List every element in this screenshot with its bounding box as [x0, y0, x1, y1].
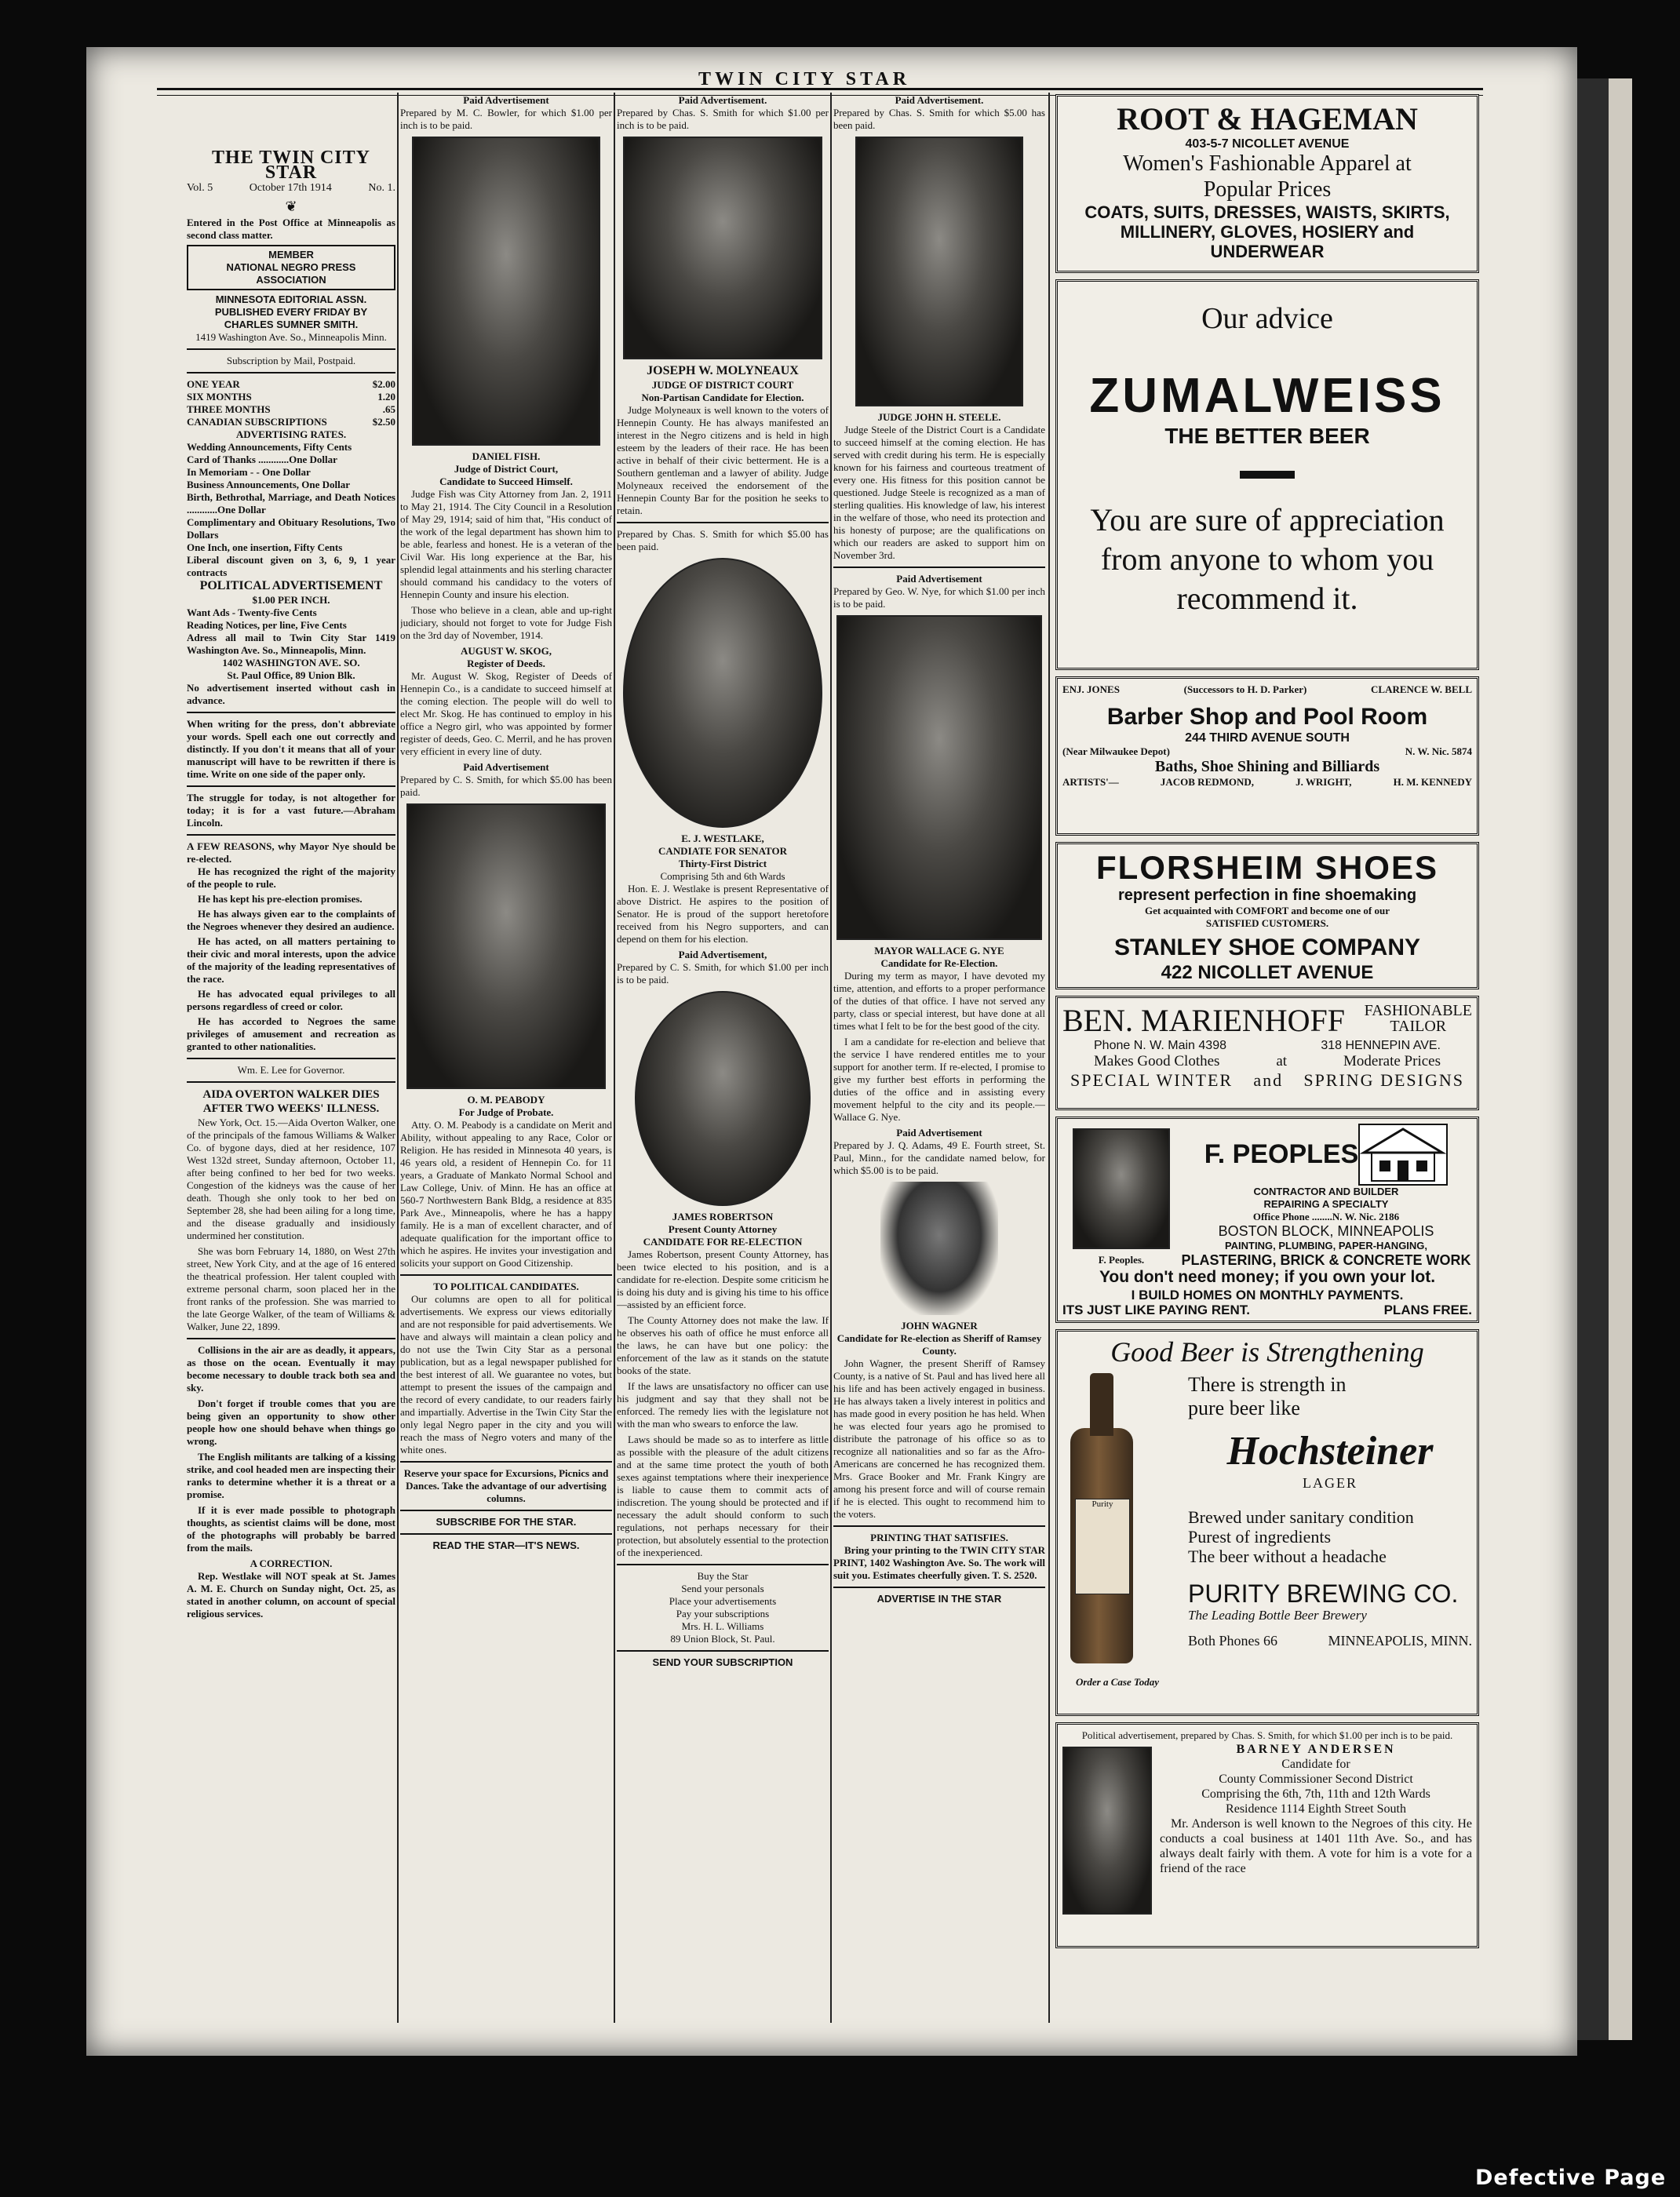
reason-item: He has always given ear to the complaints of the Negroes whenever they desired an audience.	[187, 907, 395, 932]
ad-beer-brand: Hochsteiner	[1226, 1429, 1434, 1474]
reserve-notice: Reserve your space for Excursions, Picnics and Dances. Take the advantage of our advertising columns.	[403, 1467, 609, 1504]
ad-peoples-text: I BUILD HOMES ON MONTHLY PAYMENTS.	[1131, 1287, 1404, 1303]
subscription-label: CANADIAN SUBSCRIPTIONS	[187, 416, 327, 428]
candidate-title: For Judge of Probate.	[458, 1106, 554, 1118]
prepared-by: Prepared by M. C. Bowler, for which $1.00 per inch is to be paid.	[400, 107, 612, 131]
rate-line: In Memoriam - - One Dollar	[187, 466, 311, 478]
issue-number: No. 1.	[368, 182, 395, 194]
ad-beer-order: Order a Case Today	[1075, 1676, 1160, 1689]
ad-barber-near: (Near Milwaukee Depot)	[1062, 745, 1170, 757]
correction-text: Rep. Westlake will NOT speak at St. James A. M. E. Church on Sunday night, Oct. 25, as stated in another column, on account of special religious services.	[187, 1569, 395, 1620]
column-divider	[1048, 93, 1050, 2023]
candidate-title: Candidate for Re-Election.	[880, 957, 998, 969]
ad-florsheim-name: FLORSHEIM SHOES	[1095, 849, 1439, 886]
paid-ad-label: Paid Advertisement	[896, 573, 982, 585]
ad-florsheim-text: SATISFIED CUSTOMERS.	[1205, 917, 1329, 930]
ad-root-tagline: Women's Fashionable Apparel at	[1123, 151, 1412, 177]
ad-beer-tagline: The Leading Bottle Beer Brewery	[1188, 1608, 1367, 1623]
subscription-price: 1.20	[377, 391, 395, 403]
ad-beer-company: PURITY BREWING CO.	[1188, 1579, 1459, 1608]
publisher-name: CHARLES SUMNER SMITH.	[224, 319, 359, 330]
ad-peoples-caption: F. Peoples.	[1098, 1254, 1145, 1266]
send-subscription-banner: SEND YOUR SUBSCRIPTION	[652, 1656, 793, 1668]
subscription-row	[187, 378, 395, 391]
rate-line: One Inch, one insertion, Fifty Cents	[187, 541, 343, 553]
buy-line: Place your advertisements	[669, 1594, 777, 1607]
correction-heading: A CORRECTION.	[250, 1557, 333, 1569]
article-paragraph: Mr. August W. Skog, Register of Deeds of Hennepin Co., is a candidate to succeed himself at the coming election. The people will do well to elect Mr. Skog. He has continued to employ in his office a Negro girl, who was appointed by former register of deeds, Geo. C. Merril, and he has proven very efficient in every line of duty.	[400, 670, 612, 757]
ad-florsheim-tagline: represent perfection in fine shoemaking	[1117, 887, 1417, 905]
ad-zum-body: You are sure of appreciation from anyone to whom you recommend it.	[1090, 502, 1445, 617]
printing-text: Bring your printing to the TWIN CITY STAR PRINT, 1402 Washington Ave. So. The work will suit you. Estimates cheerfully given. T. S. 2520.	[833, 1544, 1045, 1581]
prepared-by: Prepared by Chas. S. Smith for which $1.00 per inch is to be paid.	[617, 107, 829, 131]
ad-marienhoff-text: at	[1276, 1053, 1288, 1070]
column-divider	[830, 93, 832, 2023]
article-paragraph: Judge Steele of the District Court is a Candidate to succeed himself at the coming election. He has served with credit during his term. He is especially known for his fairness and courteous treatment of every one. His fitness for this position cannot be questioned. Judge Steele is recognized as a man of sterling qualities. His knowledge of law, his interest in the welfare of those, who need its protection and his honesty of purpose; are the qualifications on which our readers are asked to support him on November 3rd.	[833, 424, 1045, 561]
article-paragraph: James Robertson, present County Attorney, has been twice elected to his position, and is a candidate for re-election. Despite some criticism he is doing his duty and is giving his time to his office—assisted by an efficient force.	[617, 1248, 829, 1310]
candidate-title: Present County Attorney	[668, 1222, 778, 1235]
subscription-row	[187, 391, 395, 403]
portrait-barney-andersen	[1062, 1747, 1152, 1915]
candidate-name: JAMES ROBERTSON	[672, 1210, 774, 1222]
prepared-by: Prepared by Chas. S. Smith for which $5.00 has been paid.	[617, 527, 829, 552]
buy-line: Mrs. H. L. Williams	[681, 1620, 764, 1632]
buy-line: 89 Union Block, St. Paul.	[670, 1632, 775, 1645]
prepared-by: Prepared by C. S. Smith, for which $5.00 has been paid.	[400, 774, 612, 798]
candidate-name: E. J. WESTLAKE,	[681, 832, 764, 844]
candidate-name: JOSEPH W. MOLYNEAUX	[647, 364, 799, 377]
house-icon	[1358, 1124, 1448, 1186]
ad-barber-owner: ENJ. JONES	[1062, 683, 1120, 695]
column-3	[617, 94, 829, 1669]
buy-line: Send your personals	[681, 1582, 764, 1594]
buy-line: Buy the Star	[697, 1569, 749, 1582]
filler-photograph: If it is ever made possible to photograph thoughts, as scientist claims will be done, most of the photographs will probably be barred from the mails.	[187, 1503, 395, 1554]
ad-barber-artist: JACOB REDMOND,	[1160, 775, 1255, 788]
candidate-title: CANDIATE FOR SENATOR	[658, 844, 787, 857]
candidate-name: JOHN WAGNER	[901, 1320, 978, 1332]
rate-line: Business Announcements, One Dollar	[187, 479, 351, 490]
walker-paragraph: New York, Oct. 15.—Aida Overton Walker, one of the principals of the famous Williams & Walker Co. of bygone days, died at her residence, 107 West 132d street, Sunday afternoon, October 11, after being confined to her bed for two weeks. Congestion of the kidneys was the cause of her death. Though she only took to her bed on September 28, she had been ailing for a long time, and the disease gradually and insidiously undermined her constitution.	[187, 1116, 395, 1241]
ad-f-peoples	[1055, 1117, 1479, 1323]
ad-zum-advice: Our advice	[1201, 302, 1333, 335]
ad-andersen-text: Candidate for	[1281, 1758, 1350, 1771]
rate-line: Complimentary and Obituary Resolutions, Two Dollars	[187, 516, 395, 541]
ad-florsheim	[1055, 842, 1479, 989]
ad-peoples-text: REPAIRING A SPECIALTY	[1263, 1198, 1389, 1210]
candidate-name: DANIEL FISH.	[472, 450, 541, 462]
ad-barber-address: 244 THIRD AVENUE SOUTH	[1185, 731, 1350, 745]
publisher-address: 1419 Washington Ave. So., Minneapolis Minn.	[195, 331, 387, 343]
ad-andersen-name: BARNEY ANDERSEN	[1236, 1743, 1396, 1756]
buy-the-star-list	[617, 1570, 829, 1645]
paid-ad-label: Paid Advertisement.	[895, 94, 984, 106]
ad-marienhoff-text: and	[1253, 1070, 1284, 1091]
ornament-icon: ❦	[285, 198, 297, 214]
candidate-name: MAYOR WALLACE G. NYE	[874, 945, 1004, 956]
ad-root-name: ROOT & HAGEMAN	[1117, 101, 1418, 137]
ad-barber-artists: ARTISTS'—	[1062, 775, 1119, 788]
column-4	[833, 94, 1045, 1605]
subscription-label: THREE MONTHS	[187, 403, 271, 415]
column-1	[187, 94, 395, 1623]
reason-item: He has advocated equal privileges to all persons regardless of creed or color.	[187, 987, 395, 1012]
issue-line	[187, 181, 395, 196]
article-paragraph: Laws should be made so as to interfere as little as possible with the pleasure of the adult citizens and at the same time protect the youth of both sexes against temptations where their inexperience is liable to cause them to commit acts of indiscretion. The young should be protected and if necessary the adult should conform to such regulations, not perhaps necessary for their protection, but absolutely essential to the protection of the inexperienced.	[617, 1433, 829, 1558]
office-address: 1402 WASHINGTON AVE. SO.	[222, 656, 360, 669]
ad-beer-phones: Both Phones 66	[1188, 1632, 1278, 1649]
defective-page-label: Defective Page	[1475, 2166, 1667, 2190]
ad-peoples-text: CONTRACTOR AND BUILDER	[1253, 1186, 1399, 1197]
ad-root-hageman	[1055, 94, 1479, 273]
subscription-list	[187, 378, 395, 428]
ad-marienhoff-fashionable: FASHIONABLE	[1364, 1002, 1472, 1019]
ads-column	[1055, 94, 1479, 1955]
article-paragraph: Those who believe in a clean, able and up-right judiciary, should not forget to vote for Judge Fish on the 3rd day of November, 1914.	[400, 604, 612, 641]
ad-beer-text: There is strength in	[1188, 1373, 1347, 1397]
ad-peoples-text: You don't need money; if you own your lot.	[1099, 1268, 1436, 1287]
ad-peoples-text: PAINTING, PLUMBING, PAPER-HANGING,	[1224, 1239, 1428, 1252]
ad-root-tagline: Popular Prices	[1203, 177, 1332, 202]
entered-notice: Entered in the Post Office at Minneapolis as second class matter.	[187, 217, 395, 241]
issue-date: October 17th 1914	[249, 182, 332, 194]
ad-beer-text: Purest of ingredients	[1188, 1526, 1332, 1547]
reasons-list	[187, 865, 395, 1053]
reason-item: He has kept his pre-election promises.	[198, 892, 363, 905]
ad-zum-rule	[1240, 471, 1295, 479]
ad-peoples-address: BOSTON BLOCK, MINNEAPOLIS	[1218, 1223, 1434, 1239]
walker-paragraph: She was born February 14, 1880, on West 27th street, New York City, and at the age of 16 entered the theatrical profession. Her talent coupled with extreme personal charm, soon placed her in the front ranks of the profession. She was married to the late George Walker, of the team of Williams & Walker, June 22, 1899.	[187, 1244, 395, 1332]
ad-peoples-phone: Office Phone ........N. W. Nic. 2186	[1252, 1211, 1400, 1222]
rates-list	[187, 441, 395, 579]
ad-root-items: MILLINERY, GLOVES, HOSIERY and	[1120, 222, 1415, 242]
candidate-title: Register of Deeds.	[467, 658, 545, 669]
political-ad-rate: $1.00 PER INCH.	[252, 593, 330, 606]
portrait-john-steele	[855, 137, 1023, 406]
npa-label: NATIONAL NEGRO PRESS ASSOCIATION	[226, 261, 356, 286]
rate-line: Card of Thanks ............One Dollar	[187, 454, 337, 465]
ad-barney-andersen	[1055, 1722, 1479, 1948]
filler-militants: The English militants are talking of a kissing strike, and cool headed men are inspecting their ranks to determine whether it is a threat or a promise.	[187, 1450, 395, 1500]
ad-beer-lager: LAGER	[1303, 1474, 1357, 1491]
portrait-om-peabody	[406, 803, 606, 1089]
portrait-wallace-nye	[836, 615, 1042, 940]
column-divider	[614, 93, 615, 2023]
published-label: PUBLISHED EVERY FRIDAY BY	[214, 306, 368, 318]
wards-label: Comprising 5th and 6th Wards	[660, 869, 785, 882]
subscription-row	[187, 416, 395, 428]
ad-florsheim-text: Get acquainted with COMFORT and become one of our	[1144, 905, 1390, 917]
volume: Vol. 5	[187, 182, 213, 194]
ad-beer-text: Brewed under sanitary condition	[1188, 1507, 1414, 1527]
ad-marienhoff-tailor: TAILOR	[1390, 1018, 1447, 1035]
article-paragraph: Atty. O. M. Peabody is a candidate on Merit and Ability, without appealing to any Race, Color or Religion. He has resided in Minnesota 40 years, is 46 years old, a resident of Hennepin Co. for 11 years, a Graduate of Mankato Normal School and Law College, Univ. of Minn. He has an office at 560-7 Northwestern Bank Bldg, a residence at 835 Park Ave., Minneapolis, where he has a happy family. He is a man of excellent character, and of adequate qualification for the important office to which he aspires. He invites your investigation and solicits your support on Good Citizenship.	[400, 1119, 612, 1269]
prepared-by: Prepared by C. S. Smith, for which $1.00 per inch is to be paid.	[617, 960, 829, 986]
ad-andersen-office: County Commissioner Second District	[1219, 1773, 1413, 1786]
portrait-ej-westlake	[623, 558, 822, 828]
paid-ad-label: Paid Advertisement	[463, 761, 549, 773]
lee-for-governor: Wm. E. Lee for Governor.	[237, 1063, 345, 1076]
candidate-name: JUDGE JOHN H. STEELE.	[877, 411, 1001, 423]
paid-ad-label: Paid Advertisement	[896, 1127, 982, 1139]
district-label: Thirty-First District	[678, 857, 767, 869]
ad-peoples-text: PLASTERING, BRICK & CONCRETE WORK	[1181, 1252, 1471, 1268]
ad-beer-headline: Good Beer is Strengthening	[1110, 1336, 1424, 1368]
paid-ad-label: Paid Advertisement,	[678, 948, 767, 960]
advertise-banner: ADVERTISE IN THE STAR	[876, 1593, 1002, 1605]
walker-headline: AIDA OVERTON WALKER DIES AFTER TWO WEEKS' ILLNESS.	[202, 1088, 380, 1115]
rate-line: Birth, Bethrothal, Marriage, and Death Notices ............One Dollar	[187, 491, 395, 516]
reading-notices-rate: Reading Notices, per line, Five Cents	[187, 618, 347, 631]
masthead: TWIN CITY STAR	[698, 69, 911, 89]
portrait-john-wagner	[880, 1182, 998, 1315]
article-paragraph: If the laws are unsatisfactory no officer can use his judgment and say that they shall not be enforced. The remedy lies with the legislature not with the man who swears to enforce the law.	[617, 1379, 829, 1430]
st-paul-office: St. Paul Office, 89 Union Blk.	[227, 669, 355, 681]
ad-marienhoff-text: Makes Good Clothes	[1094, 1053, 1220, 1070]
ad-florsheim-company: STANLEY SHOE COMPANY	[1113, 935, 1421, 961]
article-paragraph: The County Attorney does not make the law. If he observes his oath of office he must enforce all the laws, he can have but one policy: the enforcement of the law as it stands on the statute books of the state.	[617, 1313, 829, 1376]
ad-barber-phone: N. W. Nic. 5874	[1405, 745, 1472, 757]
ad-andersen-body: Mr. Anderson is well known to the Negroes of this city. He conducts a coal business at 1401 11th Ave. So., and has always dealt fairly with them. A vote for him is a vote for a friend of the race	[1160, 1817, 1472, 1875]
mea-label: MINNESOTA EDITORIAL ASSN.	[215, 293, 367, 305]
ad-marienhoff-address: 318 HENNEPIN AVE.	[1321, 1039, 1441, 1052]
ad-beer-text: The beer without a headache	[1188, 1547, 1387, 1567]
reason-item: He has accorded to Negroes the same privileges of amusement and recreation as granted to other nationalities.	[187, 1015, 395, 1052]
ad-marienhoff-phone: Phone N. W. Main 4398	[1094, 1039, 1226, 1052]
candidate-name: O. M. PEABODY	[467, 1094, 545, 1106]
ad-marienhoff-name: BEN. MARIENHOFF	[1062, 1003, 1346, 1038]
cash-notice: No advertisement inserted without cash in advance.	[187, 681, 395, 706]
ad-barber-services: Baths, Shoe Shining and Billiards	[1154, 757, 1380, 775]
ad-andersen-residence: Residence 1114 Eighth Street South	[1226, 1802, 1406, 1816]
portrait-daniel-fish	[412, 137, 600, 446]
address-all-mail: Adress all mail to Twin City Star 1419 Washington Ave. So., Minneapolis, Minn.	[187, 631, 395, 656]
filler-collisions: Collisions in the air are as deadly, it appears, as those on the ocean. Eventually it may become necessary to double track both sea and sky.	[187, 1343, 395, 1394]
ad-zum-brand: ZUMALWEISS	[1089, 368, 1445, 423]
beer-bottle-icon	[1070, 1428, 1133, 1663]
ad-florsheim-address: 422 NICOLLET AVENUE	[1161, 961, 1374, 983]
column-2	[400, 94, 612, 1552]
portrait-joseph-molyneaux	[623, 137, 822, 359]
candidate-title: JUDGE OF DISTRICT COURT	[651, 378, 794, 391]
candidate-subtitle: CANDIDATE FOR RE-ELECTION	[643, 1235, 803, 1248]
ad-peoples-name: F. PEOPLES	[1204, 1139, 1359, 1169]
candidate-title: Judge of District Court,	[454, 463, 559, 475]
subscribe-banner: SUBSCRIBE FOR THE STAR.	[435, 1516, 577, 1528]
ad-marienhoff-text: SPRING DESIGNS	[1303, 1070, 1464, 1091]
article-paragraph: I am a candidate for re-election and believe that the service I have rendered entitles me to your support for another term. If re-elected, I promise to give my further best efforts in performing the duties of the office and in assisting every movement helpful to the city and its people.—Wallace G. Nye.	[833, 1036, 1045, 1123]
ad-andersen-text: Comprising the 6th, 7th, 11th and 12th Wards	[1201, 1787, 1430, 1801]
ad-barber-owner: CLARENCE W. BELL	[1371, 683, 1472, 695]
filler-trouble: Don't forget if trouble comes that you are being given an opportunity to show other people how one should behave when things go wrong.	[187, 1397, 395, 1447]
portrait-james-robertson	[635, 991, 811, 1206]
subscription-price: $2.00	[372, 378, 395, 390]
rate-line: Wedding Announcements, Fifty Cents	[187, 441, 352, 453]
ad-root-address: 403-5-7 NICOLLET AVENUE	[1185, 137, 1350, 151]
paper-name: THE TWIN CITY STAR	[212, 148, 370, 183]
read-banner: READ THE STAR—IT'S NEWS.	[432, 1539, 580, 1551]
article-paragraph: Our columns are open to all for political advertisements. We express our views editorially and are not responsible for paid advertisements. We have and always will maintain a clean policy and do not use the Twin City Star as a personal publication, but as a legal newspaper published for the best interest of all. We guarantee no votes, but attempt to present the issues of the campaign and the record of every candidate, to our readers fairly and impartially. Advertise in the Twin City Star the only legal Negro paper in the city and you will reach the mass of Negro voters and many of the white ones.	[400, 1293, 612, 1456]
article-paragraph: Judge Molyneaux is well known to the voters of Hennepin County. He has always manifested an interest in the Negro citizens and is held in high esteem by the leaders of their race. He has been active in behalf of their civic betterment. He is a Southern gentleman and a lawyer of ability. Judge Molyneaux received the endorsement of the Hennepin County Bar for the position he seeks to retain.	[617, 403, 829, 516]
reason-item: He has recognized the right of the majority of the people to rule.	[187, 865, 395, 890]
political-ad-heading: POLITICAL ADVERTISEMENT	[199, 579, 383, 592]
article-paragraph: Judge Fish was City Attorney from Jan. 2, 1911 to May 21, 1914. The City Council in a Resolution of May 29, 1914; said of him that, "His conduct of the work of the legal department has shown him to be able, fearless and honest. He is a veteran of the Civil War. His long experience at the Bar, his splendid legal attainments and his sterling character should command his candidacy to the voters of Hennepin County and insure his election.	[400, 488, 612, 600]
ad-beer-city: MINNEAPOLIS, MINN.	[1328, 1632, 1472, 1649]
ad-barber-shop	[1055, 676, 1479, 836]
ad-andersen-prepared: Political advertisement, prepared by Chas. S. Smith, for which $1.00 per inch is to be paid.	[1081, 1729, 1453, 1741]
paid-ad-label: Paid Advertisement.	[678, 94, 767, 106]
prepared-by: Prepared by Geo. W. Nye, for which $1.00 per inch is to be paid.	[833, 585, 1045, 610]
subscription-label: SIX MONTHS	[187, 391, 252, 403]
article-paragraph: During my term as mayor, I have devoted my time, attention, and efforts to a proper performance of the duties of that office. I have not served any party, class or special interest, but have done at all times what I felt to be for the best good of the city.	[833, 970, 1045, 1032]
prepared-by: Prepared by Chas. S. Smith for which $5.00 has been paid.	[833, 107, 1045, 131]
portrait-f-peoples	[1073, 1128, 1170, 1249]
buy-line: Pay your subscriptions	[676, 1607, 770, 1620]
subscription-price: $2.50	[372, 416, 395, 428]
binding-edge	[1609, 78, 1632, 2040]
prepared-by: Prepared by J. Q. Adams, 49 E. Fourth street, St. Paul, Minn., for the candidate named below, for which $5.00 is to be paid.	[833, 1139, 1045, 1176]
candidate-name: AUGUST W. SKOG,	[460, 645, 552, 657]
reason-item: He has acted, on all matters pertaining to their civic and moral interests, upon the advice of the majority of the leading representatives of the race.	[187, 935, 395, 985]
ad-barber-artist: H. M. KENNEDY	[1393, 775, 1472, 788]
column-divider	[397, 93, 399, 2023]
member-label: MEMBER	[268, 249, 314, 261]
want-ads-rate: Want Ads - Twenty-five Cents	[187, 606, 317, 618]
ad-marienhoff-text: Moderate Prices	[1343, 1053, 1441, 1070]
article-paragraph: Hon. E. J. Westlake is present Representative of above District. He aspires to the position of Senator. He is proud of the support heretofore received from his Negro supporters, and can depend on them for his election.	[617, 882, 829, 945]
candidate-title: Candidate for Re-election as Sheriff of Ramsey County.	[836, 1332, 1042, 1357]
ad-root-items: COATS, SUITS, DRESSES, WAISTS, SKIRTS,	[1084, 202, 1450, 222]
ad-barber-successors: (Successors to H. D. Parker)	[1183, 683, 1307, 695]
ad-zumalweiss	[1055, 279, 1479, 670]
ad-barber-artist: J. WRIGHT,	[1296, 775, 1352, 788]
ad-zum-subtitle: THE BETTER BEER	[1164, 423, 1370, 448]
paid-ad-label: Paid Advertisement	[463, 94, 549, 106]
ad-beer-text: pure beer like	[1188, 1397, 1300, 1420]
advertising-rates-heading: ADVERTISING RATES.	[235, 428, 347, 440]
subscription-price: .65	[382, 403, 395, 415]
subscription-label: ONE YEAR	[187, 378, 240, 390]
writing-notice: When writing for the press, don't abbreviate your words. Spell each one out correctly and distinctly. If you don't it means that all of your manuscript will have to be rewritten if there is time. Write on one side of the paper only.	[187, 717, 395, 780]
ad-peoples-text: PLANS FREE.	[1383, 1303, 1472, 1318]
binding-shadow	[1577, 78, 1609, 2040]
ad-peoples-text: ITS JUST LIKE PAYING RENT.	[1062, 1303, 1250, 1318]
subscription-heading: Subscription by Mail, Postpaid.	[226, 355, 356, 366]
beer-bottle-label: Purity	[1075, 1499, 1130, 1594]
reasons-heading: A FEW REASONS, why Mayor Nye should be re-elected.	[187, 840, 395, 865]
candidate-subtitle: Non-Partisan Candidate for Election.	[641, 391, 804, 403]
ad-root-items: UNDERWEAR	[1210, 242, 1325, 262]
candidate-subtitle: Candidate to Succeed Himself.	[439, 475, 573, 487]
lincoln-quote: The struggle for today, is not altogether for today; it is for a vast future.—Abraham Lincoln.	[187, 791, 395, 829]
article-paragraph: John Wagner, the present Sheriff of Ramsey County, is a native of St. Paul and has lived here all his life and has been actively engaged in business. He has always taken a lively interest in politics and has made good in every position he has held. When he was elected four years ago he promised to distribute the patronage of his office so as to recognize all nationalities and so far as the Afro-Americans are concerned he has recognized them. Mrs. Grace Booker and Mr. Frank Kingry are among his present force and will of course remain if he is elected. This ought to recommend him to the voters.	[833, 1357, 1045, 1520]
political-candidates-heading: TO POLITICAL CANDIDATES.	[433, 1281, 579, 1292]
ad-marienhoff-text: SPECIAL WINTER	[1070, 1070, 1234, 1091]
ad-purity-brewing	[1055, 1329, 1479, 1716]
rate-line: Liberal discount given on 3, 6, 9, 1 year contracts	[187, 554, 395, 578]
ad-marienhoff	[1055, 996, 1479, 1110]
member-box	[187, 245, 395, 290]
ad-barber-name: Barber Shop and Pool Room	[1106, 704, 1428, 730]
printing-heading: PRINTING THAT SATISFIES.	[870, 1532, 1008, 1543]
subscription-row	[187, 403, 395, 416]
